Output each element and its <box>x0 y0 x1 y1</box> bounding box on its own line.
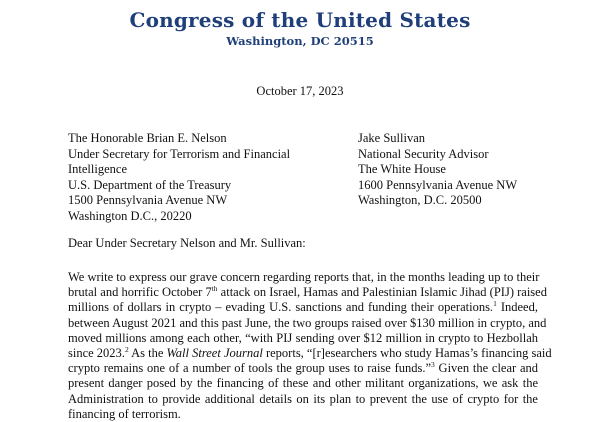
body-line <box>68 376 538 391</box>
body-line <box>68 300 538 315</box>
body-text: reports, “[r]esearchers who study Hamas’s financing said <box>262 345 552 360</box>
recipient-address-left <box>68 131 290 224</box>
recipient-street: 1600 Pennsylvania Avenue NW <box>358 177 518 192</box>
body-text: Indeed, <box>496 300 538 315</box>
recipient-name: The Honorable Brian E. Nelson <box>68 131 227 145</box>
body-text: since 2023. <box>68 345 125 360</box>
letterhead <box>0 8 600 48</box>
body-text: financing of terrorism. <box>68 406 181 421</box>
footnote-marker[interactable]: 1 <box>493 299 497 309</box>
superscript: th <box>211 284 218 294</box>
recipient-street: 1500 Pennsylvania Avenue NW <box>68 193 228 207</box>
recipient-city: Washington, D.C. 20500 <box>358 193 482 207</box>
letterhead-title: Congress of the United States <box>129 8 471 32</box>
body-text: brutal and horrific October 7 <box>68 285 212 300</box>
body-text: As the <box>128 345 167 360</box>
body-line <box>68 392 538 407</box>
body-text: attack on Israel, Hamas and Palestinian Islamic Jihad (PIJ) raised <box>217 285 547 300</box>
recipient-title: National Security Advisor <box>358 146 489 161</box>
recipient-address-right <box>358 131 517 209</box>
body-text: Administration to provide additional details on its plan to prevent the use of crypto for the <box>68 391 538 406</box>
recipient-department: U.S. Department of the Treasury <box>68 177 232 192</box>
footnote-marker[interactable]: 3 <box>431 359 435 369</box>
letterhead-location: Washington, DC 20515 <box>226 34 374 48</box>
recipient-title-line-1: Under Secretary for Terrorism and Financial <box>68 146 291 161</box>
footnote-marker[interactable]: 2 <box>124 344 129 354</box>
body-text: moved millions among each other, “with PIJ sending over $12 million in crypto to Hezbollah <box>68 330 538 345</box>
body-text: millions of dollars in crypto – evading U.S. sanctions and funding their operations. <box>68 300 494 315</box>
body-line <box>68 331 538 346</box>
body-text: We write to express our grave concern regarding reports that, in the months leading up to their <box>68 270 540 284</box>
recipient-office: The White House <box>358 162 446 176</box>
letter-body-paragraph <box>68 270 552 422</box>
body-line <box>68 270 538 285</box>
body-text: present danger posed by the financing of these and other militant organizations, we ask the <box>68 376 538 391</box>
body-line <box>68 344 552 361</box>
recipient-name: Jake Sullivan <box>358 131 426 145</box>
body-line <box>68 284 547 300</box>
body-line <box>68 315 547 331</box>
body-line <box>68 407 538 422</box>
recipient-city: Washington D.C., 20220 <box>68 208 192 223</box>
recipient-title-line-2: Intelligence <box>68 162 127 176</box>
salutation: Dear Under Secretary Nelson and Mr. Sullivan: <box>68 236 306 250</box>
letter-date: October 17, 2023 <box>256 84 344 98</box>
publication-name: Wall Street Journal <box>166 345 263 360</box>
body-text: Given the clear and <box>434 361 538 376</box>
body-text: crypto remains one of a number of tools the group uses to raise funds.” <box>68 361 432 376</box>
body-text: between August 2021 and this past June, the two groups raised over $130 million in crypto, and <box>68 315 547 330</box>
body-line <box>68 361 538 376</box>
